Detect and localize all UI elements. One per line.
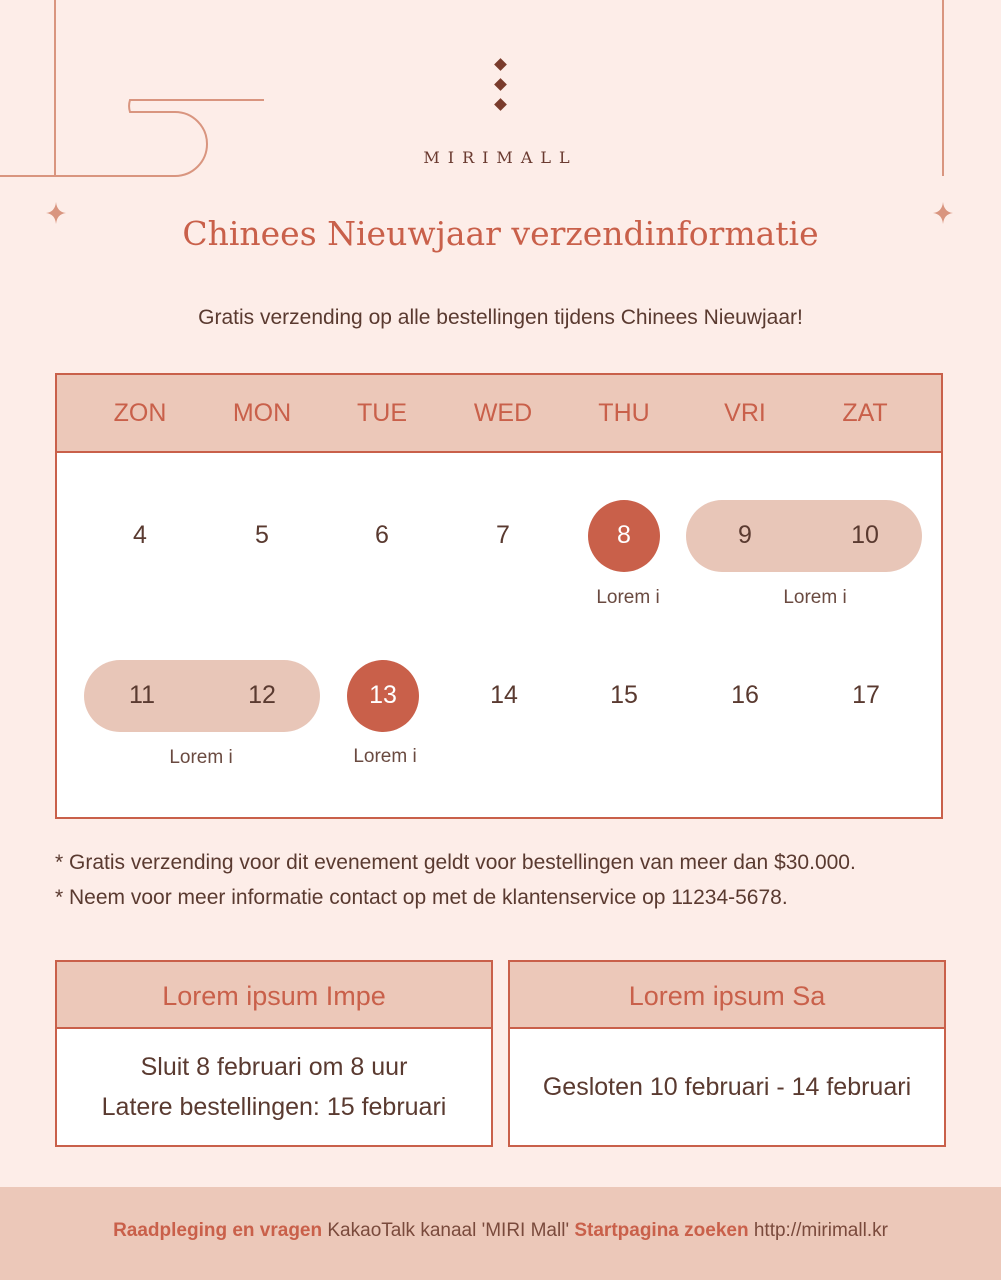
date-cell: 13 bbox=[369, 681, 397, 709]
footer-label-inquiry: Raadpleging en vragen bbox=[113, 1220, 323, 1241]
date-label: Lorem i bbox=[353, 746, 417, 767]
day-name-sat: ZAT bbox=[842, 399, 888, 427]
info-box-line: Sluit 8 februari om 8 uur bbox=[140, 1053, 408, 1081]
date-label: Lorem i bbox=[596, 587, 660, 608]
day-name-thu: THU bbox=[598, 399, 650, 427]
day-name-wed: WED bbox=[473, 399, 533, 427]
note-line: * Gratis verzending voor dit evenement geldt voor bestellingen van meer dan $30.000. bbox=[55, 851, 856, 874]
footer-label-homepage: Startpagina zoeken bbox=[574, 1220, 749, 1241]
calendar-body bbox=[57, 453, 941, 819]
date-cell: 17 bbox=[852, 681, 880, 709]
date-cell: 5 bbox=[255, 521, 269, 549]
brand-name: MIRIMALL bbox=[423, 148, 578, 167]
date-label: Lorem i bbox=[169, 747, 233, 768]
date-cell: 8 bbox=[617, 521, 631, 549]
date-label: Lorem i bbox=[783, 587, 847, 608]
footer bbox=[0, 1187, 1001, 1280]
date-cell: 12 bbox=[248, 681, 276, 709]
day-name-fri: VRI bbox=[724, 399, 766, 427]
info-box-title: Lorem ipsum Sa bbox=[510, 962, 944, 1029]
date-cell: 6 bbox=[375, 521, 389, 549]
footer-kakaotalk-text: KakaoTalk kanaal 'MIRI Mall' bbox=[322, 1220, 575, 1241]
note-line: * Neem voor meer informatie contact op met de klantenservice op 11234-5678. bbox=[55, 886, 788, 909]
day-name-sun: ZON bbox=[113, 399, 167, 427]
page-subtitle: Gratis verzending op alle bestellingen tijdens Chinees Nieuwjaar! bbox=[198, 306, 803, 329]
date-cell: 9 bbox=[738, 521, 752, 549]
footer-url[interactable]: http://mirimall.kr bbox=[748, 1220, 888, 1241]
info-box-body bbox=[510, 1029, 944, 1145]
date-cell: 7 bbox=[496, 521, 510, 549]
date-cell: 15 bbox=[610, 681, 638, 709]
info-box-title: Lorem ipsum Impe bbox=[57, 962, 491, 1029]
calendar bbox=[55, 373, 943, 819]
notes bbox=[55, 845, 856, 915]
info-box bbox=[508, 960, 946, 1147]
info-box-line: Latere bestellingen: 15 februari bbox=[101, 1093, 447, 1121]
calendar-header bbox=[57, 375, 941, 453]
info-box-line: Gesloten 10 februari - 14 februari bbox=[542, 1073, 912, 1101]
brand-diamonds-icon bbox=[0, 60, 1001, 120]
info-box bbox=[55, 960, 493, 1147]
date-cell: 11 bbox=[129, 681, 155, 709]
date-cell: 4 bbox=[133, 521, 147, 549]
day-name-mon: MON bbox=[232, 399, 292, 427]
page-title: Chinees Nieuwjaar verzendinformatie bbox=[182, 214, 819, 253]
date-cell: 16 bbox=[731, 681, 759, 709]
info-box-body bbox=[57, 1029, 491, 1145]
date-cell: 14 bbox=[490, 681, 518, 709]
date-cell: 10 bbox=[851, 521, 879, 549]
day-name-tue: TUE bbox=[357, 399, 407, 427]
